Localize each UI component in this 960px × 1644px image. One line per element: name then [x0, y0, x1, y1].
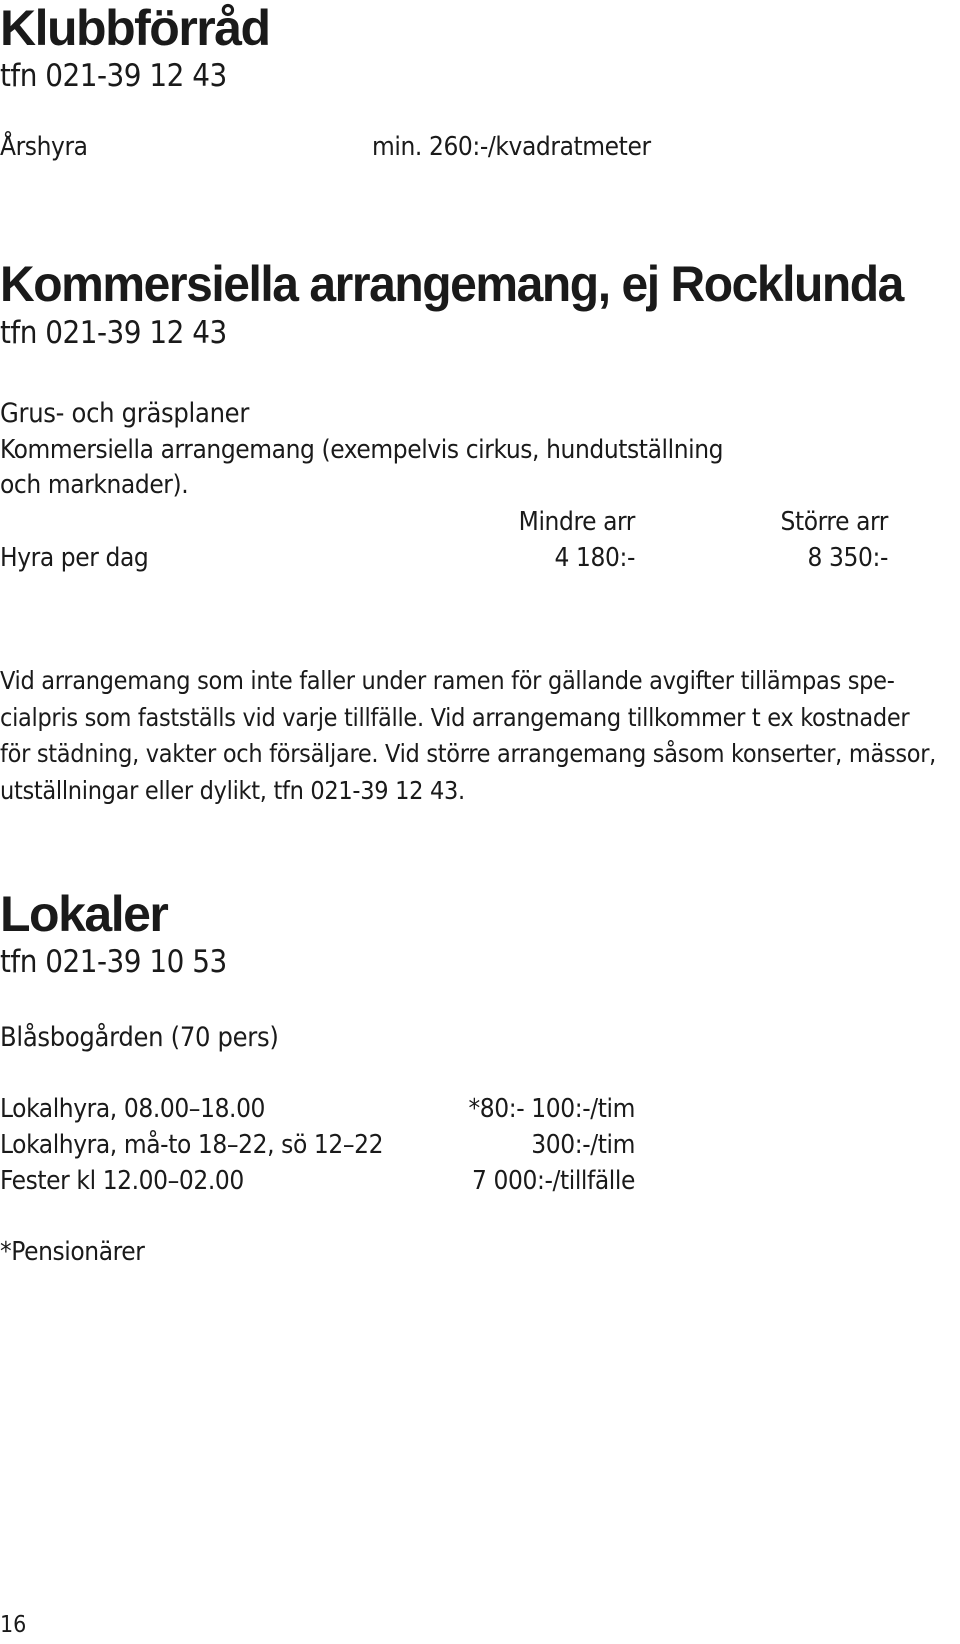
value-storre-arr: 8 350:-: [807, 543, 888, 573]
rate-value: 300:-/tim: [531, 1130, 635, 1160]
section-title-klubbforrad: Klubbförråd: [0, 0, 270, 56]
subheading-blasbogarden: Blåsbogården (70 pers): [0, 1022, 279, 1053]
subheading-grus-gras: Grus- och gräsplaner: [0, 398, 249, 429]
paragraph-line: cialpris som fastställs vid varje tillfälle. Vid arrangemang tillkommer t ex kostnader: [0, 702, 910, 732]
row-label-hyra-per-dag: Hyra per dag: [0, 543, 149, 573]
paragraph-line: för städning, vakter och försäljare. Vid större arrangemang såsom konserter, mässor,: [0, 739, 937, 768]
column-header-storre-arr: Större arr: [780, 507, 888, 537]
column-header-mindre-arr: Mindre arr: [518, 507, 635, 537]
phone-kommersiella: tfn 021-39 12 43: [0, 315, 227, 351]
phone-lokaler: tfn 021-39 10 53: [0, 944, 227, 980]
section-title-lokaler: Lokaler: [0, 886, 168, 942]
rate-value: *80:- 100:-/tim: [468, 1094, 635, 1124]
paragraph-line: Vid arrangemang som inte faller under ramen för gällande avgifter tillämpas spe-: [0, 666, 895, 695]
footnote-pensionarer: *Pensionärer: [0, 1237, 145, 1267]
paragraph-line: utställningar eller dylikt, tfn 021-39 12 43.: [0, 775, 465, 805]
rate-label: Lokalhyra, 08.00–18.00: [0, 1094, 266, 1124]
info-paragraph: [0, 663, 940, 809]
page-number: 16: [0, 1612, 27, 1638]
rate-value: 7 000:-/tillfälle: [472, 1166, 635, 1196]
description-line: och marknader).: [0, 470, 189, 500]
arshyra-value: min. 260:-/kvadratmeter: [372, 132, 651, 162]
value-mindre-arr: 4 180:-: [554, 543, 635, 573]
arshyra-label: Årshyra: [0, 132, 88, 162]
description-line: Kommersiella arrangemang (exempelvis cirkus, hundutställning: [0, 435, 724, 465]
rate-label: Fester kl 12.00–02.00: [0, 1166, 244, 1196]
section-title-kommersiella: Kommersiella arrangemang, ej Rocklunda: [0, 256, 903, 312]
rate-label: Lokalhyra, må-to 18–22, sö 12–22: [0, 1130, 384, 1160]
phone-klubbforrad: tfn 021-39 12 43: [0, 58, 227, 94]
